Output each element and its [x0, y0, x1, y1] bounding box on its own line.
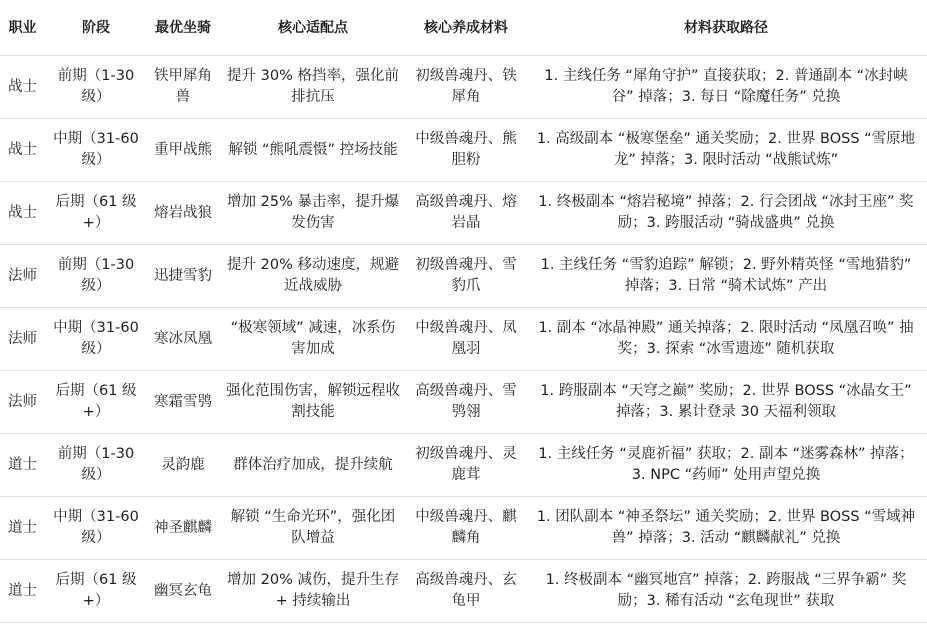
cell-path: 1. 终极副本 “熔岩秘境” 掉落；2. 行会团战 “冰封王座” 奖励；3. 跨服活动 “骑战盛典” 兑换 — [525, 182, 927, 245]
cell-core: 提升 20% 移动速度，规避近战威胁 — [219, 245, 407, 308]
table-body — [0, 56, 927, 623]
cell-material: 初级兽魂丹、灵鹿茸 — [407, 434, 525, 497]
cell-core: “极寒领域” 减速，冰系伤害加成 — [219, 308, 407, 371]
header-mount: 最优坐骑 — [147, 0, 219, 56]
cell-material: 初级兽魂丹、雪豹爪 — [407, 245, 525, 308]
cell-core: 解锁 “生命光环”，强化团队增益 — [219, 497, 407, 560]
cell-class: 道士 — [0, 560, 45, 623]
cell-path: 1. 副本 “冰晶神殿” 通关掉落；2. 限时活动 “凤凰召唤” 抽奖；3. 探索 “冰雪遗迹” 随机获取 — [525, 308, 927, 371]
cell-stage: 前期（1-30 级） — [45, 434, 147, 497]
table-row — [0, 308, 927, 371]
table-row — [0, 182, 927, 245]
cell-mount: 灵韵鹿 — [147, 434, 219, 497]
cell-core: 增加 25% 暴击率，提升爆发伤害 — [219, 182, 407, 245]
cell-stage: 中期（31-60 级） — [45, 497, 147, 560]
cell-class: 战士 — [0, 182, 45, 245]
cell-mount: 迅捷雪豹 — [147, 245, 219, 308]
cell-path: 1. 高级副本 “极寒堡垒” 通关奖励；2. 世界 BOSS “雪原地龙” 掉落；3. 限时活动 “战熊试炼” — [525, 119, 927, 182]
cell-path: 1. 终极副本 “幽冥地宫” 掉落；2. 跨服战 “三界争霸” 奖励；3. 稀有活动 “玄龟现世” 获取 — [525, 560, 927, 623]
cell-material: 中级兽魂丹、熊胆粉 — [407, 119, 525, 182]
cell-material: 中级兽魂丹、凤凰羽 — [407, 308, 525, 371]
cell-stage: 中期（31-60 级） — [45, 119, 147, 182]
cell-path: 1. 主线任务 “雪豹追踪” 解锁；2. 野外精英怪 “雪地猎豹” 掉落；3. 日常 “骑术试炼” 产出 — [525, 245, 927, 308]
cell-stage: 后期（61 级 +） — [45, 371, 147, 434]
table-row — [0, 119, 927, 182]
table-row — [0, 497, 927, 560]
header-row — [0, 0, 927, 56]
cell-mount: 寒霜雪鸮 — [147, 371, 219, 434]
cell-path: 1. 跨服副本 “天穹之巅” 奖励；2. 世界 BOSS “冰晶女王” 掉落；3. 累计登录 30 天福利领取 — [525, 371, 927, 434]
cell-core: 增加 20% 减伤，提升生存 + 持续输出 — [219, 560, 407, 623]
cell-stage: 前期（1-30 级） — [45, 56, 147, 119]
cell-class: 法师 — [0, 371, 45, 434]
header-stage: 阶段 — [45, 0, 147, 56]
cell-class: 法师 — [0, 308, 45, 371]
cell-class: 道士 — [0, 434, 45, 497]
cell-mount: 熔岩战狼 — [147, 182, 219, 245]
cell-material: 初级兽魂丹、铁犀角 — [407, 56, 525, 119]
cell-stage: 后期（61 级 +） — [45, 182, 147, 245]
cell-material: 高级兽魂丹、玄龟甲 — [407, 560, 525, 623]
cell-material: 高级兽魂丹、雪鸮翎 — [407, 371, 525, 434]
cell-class: 战士 — [0, 119, 45, 182]
cell-path: 1. 主线任务 “灵鹿祈福” 获取；2. 副本 “迷雾森林” 掉落；3. NPC “药师” 处用声望兑换 — [525, 434, 927, 497]
cell-mount: 铁甲犀角兽 — [147, 56, 219, 119]
header-material: 核心养成材料 — [407, 0, 525, 56]
cell-stage: 后期（61 级 +） — [45, 560, 147, 623]
table-row — [0, 371, 927, 434]
cell-material: 高级兽魂丹、熔岩晶 — [407, 182, 525, 245]
cell-core: 解锁 “熊吼震慑” 控场技能 — [219, 119, 407, 182]
table-row — [0, 245, 927, 308]
cell-class: 战士 — [0, 56, 45, 119]
cell-stage: 中期（31-60 级） — [45, 308, 147, 371]
cell-mount: 重甲战熊 — [147, 119, 219, 182]
table-row — [0, 434, 927, 497]
table-row — [0, 56, 927, 119]
cell-class: 法师 — [0, 245, 45, 308]
cell-mount: 神圣麒麟 — [147, 497, 219, 560]
cell-core: 强化范围伤害，解锁远程收割技能 — [219, 371, 407, 434]
cell-path: 1. 主线任务 “犀角守护” 直接获取；2. 普通副本 “冰封峡谷” 掉落；3. 每日 “除魔任务” 兑换 — [525, 56, 927, 119]
cell-path: 1. 团队副本 “神圣祭坛” 通关奖励；2. 世界 BOSS “雪域神兽” 掉落；3. 活动 “麒麟献礼” 兑换 — [525, 497, 927, 560]
header-class: 职业 — [0, 0, 45, 56]
cell-stage: 前期（1-30 级） — [45, 245, 147, 308]
table-row — [0, 560, 927, 623]
cell-core: 提升 30% 格挡率，强化前排抗压 — [219, 56, 407, 119]
header-core: 核心适配点 — [219, 0, 407, 56]
table-header — [0, 0, 927, 56]
cell-class: 道士 — [0, 497, 45, 560]
header-path: 材料获取路径 — [525, 0, 927, 56]
cell-core: 群体治疗加成，提升续航 — [219, 434, 407, 497]
cell-mount: 寒冰凤凰 — [147, 308, 219, 371]
cell-mount: 幽冥玄龟 — [147, 560, 219, 623]
cell-material: 中级兽魂丹、麒麟角 — [407, 497, 525, 560]
